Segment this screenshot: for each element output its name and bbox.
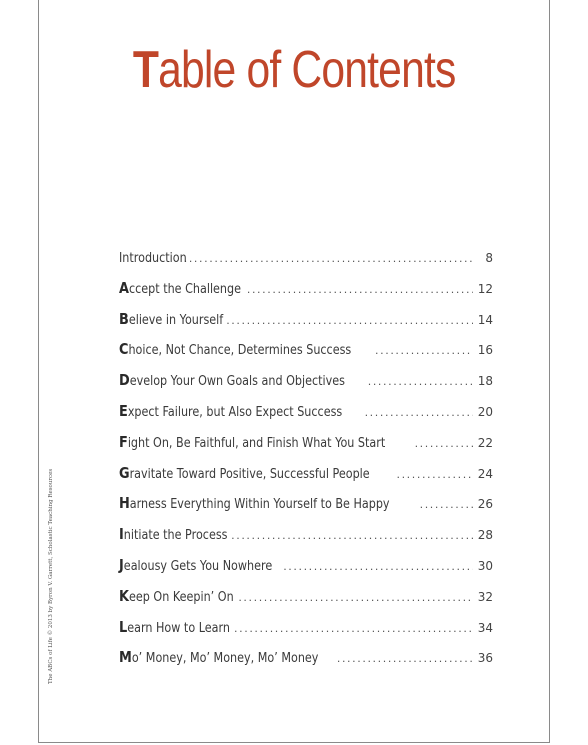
toc-entry-initial: C [119,340,129,359]
dot-leader [238,591,473,604]
toc-entry-text: ight On, Be Faithful, and Finish What You Start [127,435,386,451]
toc-entry-page-number: 14 [477,312,493,327]
dot-leader [365,406,473,419]
toc-entry[interactable] [119,556,493,587]
toc-entry-page-number: 28 [477,528,493,543]
toc-entry[interactable] [119,310,493,341]
toc-entry[interactable] [119,279,493,310]
toc-entry[interactable] [119,525,493,556]
toc-entry-text: hoice, Not Chance, Determines Success [128,343,352,359]
toc-entry[interactable] [119,433,493,464]
toc-entry[interactable] [119,464,493,495]
toc-entry[interactable] [119,494,493,525]
toc-entry-page-number: 12 [477,281,493,296]
toc-entry-page-number: 32 [477,589,493,604]
toc-entry-page-number: 16 [477,343,493,358]
toc-entry[interactable] [119,402,493,433]
toc-entry-initial: E [119,401,128,420]
toc-entry-title [119,402,342,420]
toc-entry-page-number: 26 [477,497,493,512]
toc-entry-text: elieve in Yourself [128,312,224,328]
toc-entry[interactable] [119,587,493,618]
toc-entry-page-number: 34 [477,620,493,635]
toc-entry-text: evelop Your Own Goals and Objectives [129,374,345,390]
dot-leader [247,283,473,296]
page-title [53,40,535,100]
toc-entry-text: nitiate the Process [123,528,228,544]
dot-leader [283,560,473,573]
toc-entry-text: xpect Failure, but Also Expect Success [127,404,343,420]
toc-entry-page-number: 22 [477,435,493,450]
toc-entry-title [119,587,234,605]
toc-entry-title [119,248,187,266]
toc-entry-text: o’ Money, Mo’ Money, Mo’ Money [131,651,319,667]
toc-entry[interactable] [119,248,493,279]
toc-entry-initial: I [119,525,124,544]
dot-leader [368,375,473,388]
toc-entry-title [119,494,390,512]
toc-entry-initial: D [119,371,130,390]
toc-entry-page-number: 8 [485,251,493,265]
toc-entry-text: Introduction [119,251,187,266]
toc-entry-initial: G [119,463,130,482]
table-of-contents [119,248,493,679]
toc-entry-initial: H [119,494,130,513]
toc-entry-title [119,525,227,543]
toc-entry-title [119,648,318,666]
dot-leader [226,314,473,327]
toc-entry[interactable] [119,648,493,679]
dot-leader [420,498,473,511]
toc-entry-page-number: 24 [477,466,493,481]
toc-entry[interactable] [119,340,493,371]
toc-entry-page-number: 20 [477,404,493,419]
copyright-credit: The ABCs of Life © 2013 by Byron V. Garrett, Scholastic Teaching Resources [48,468,54,684]
toc-entry-page-number: 36 [477,651,493,666]
dot-leader [396,468,473,481]
toc-entry-title [119,464,370,482]
toc-entry[interactable] [119,371,493,402]
title-text: able of Contents [158,41,456,99]
toc-entry-page-number: 18 [477,374,493,389]
dot-leader [337,652,473,665]
toc-entry-title [119,433,385,451]
toc-entry-title [119,310,223,328]
toc-entry-title [119,279,241,297]
toc-entry-text: ccept the Challenge [128,281,241,297]
dot-leader [415,437,473,450]
toc-entry-text: eep On Keepin’ On [128,589,234,605]
toc-entry-title [119,556,272,574]
toc-entry-initial: K [119,586,129,605]
toc-entry-title [119,618,230,636]
toc-entry-initial: A [119,278,129,297]
toc-entry-text: ealousy Gets You Nowhere [123,558,273,574]
toc-entry-text: ravitate Toward Positive, Successful People [129,466,370,482]
dot-leader [231,529,473,542]
toc-entry-initial: J [119,555,124,574]
toc-entry-text: arness Everything Within Yourself to Be Happy [129,497,390,513]
toc-entry-title [119,371,345,389]
toc-entry-text: earn How to Learn [127,620,230,636]
toc-entry[interactable] [119,618,493,649]
title-initial: T [132,41,159,99]
toc-entry-initial: F [119,432,128,451]
toc-entry-title [119,340,351,358]
toc-entry-initial: M [119,648,132,667]
toc-entry-initial: L [119,617,128,636]
dot-leader [375,344,473,357]
toc-entry-initial: B [119,309,129,328]
dot-leader [184,252,473,265]
dot-leader [234,622,473,635]
toc-entry-page-number: 30 [477,558,493,573]
